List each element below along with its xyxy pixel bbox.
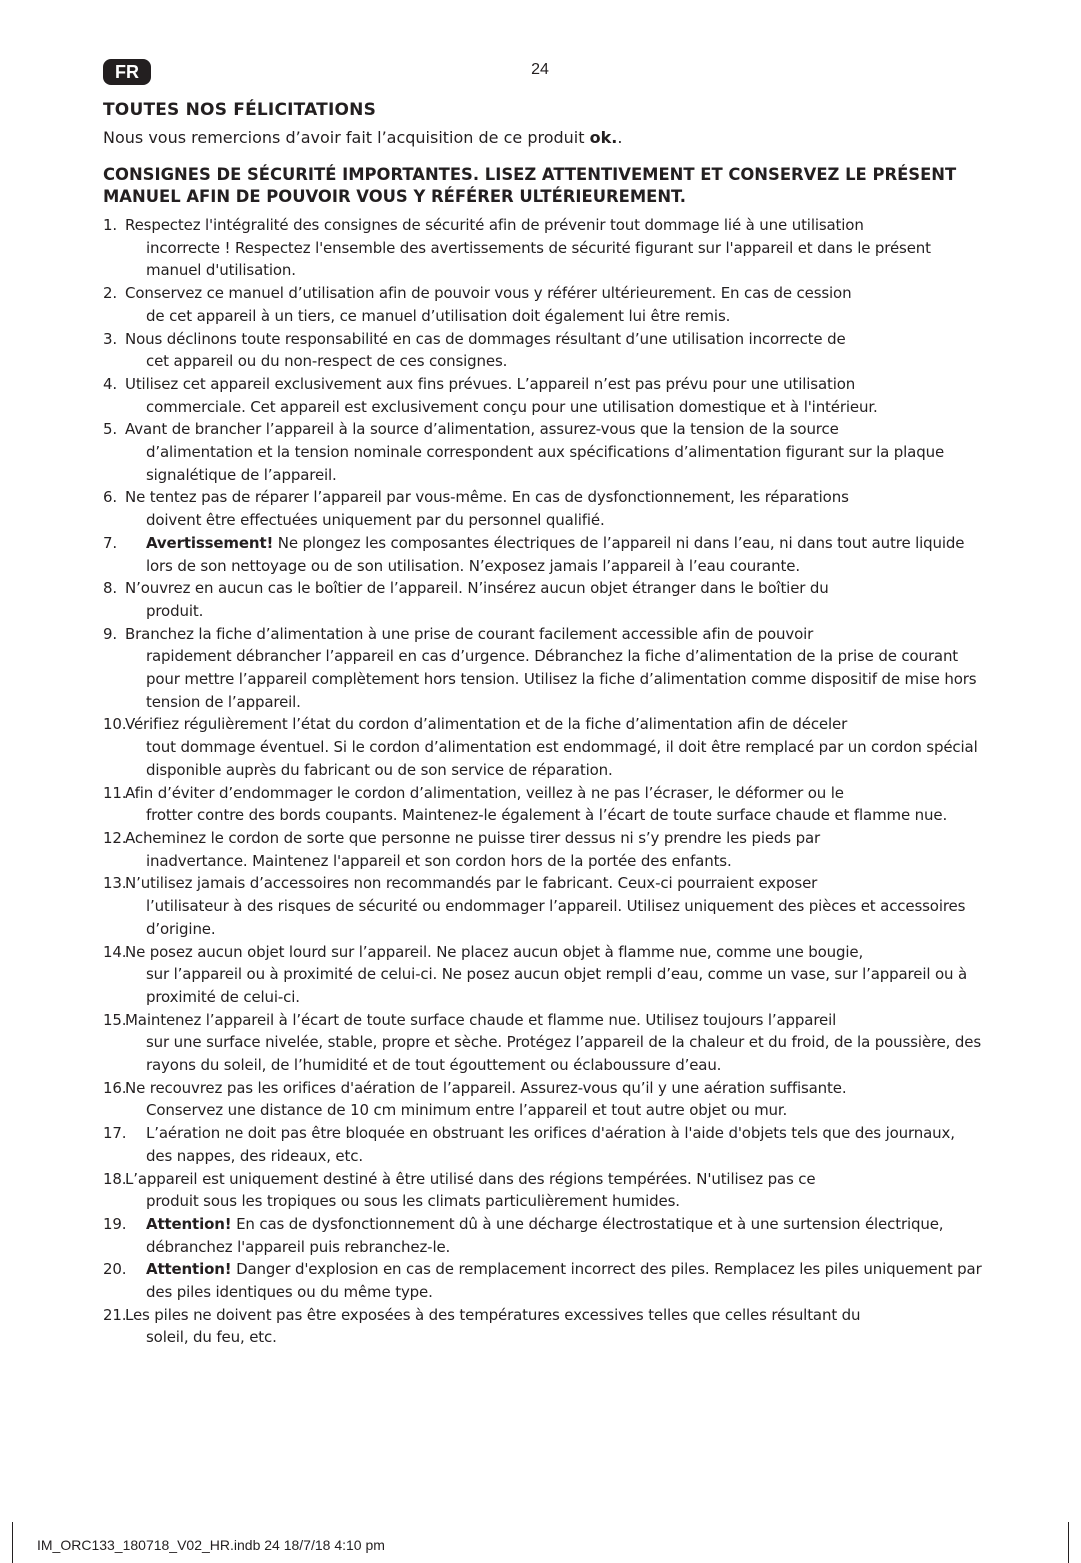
safety-instructions-list bbox=[103, 214, 983, 1349]
item-text-continuation: sur une surface nivelée, stable, propre et sèche. Protégez l’appareil de la chaleur et du froid, de la poussière, des rayons du soleil, de l’humidité et de tout égouttement ou éclaboussure d’eau. bbox=[146, 1033, 982, 1075]
safety-item bbox=[103, 1304, 983, 1349]
safety-item bbox=[103, 872, 983, 940]
item-number: 1. bbox=[103, 216, 118, 234]
safety-item bbox=[103, 373, 983, 418]
safety-item bbox=[103, 1122, 983, 1167]
item-text-continuation: inadvertance. Maintenez l'appareil et son cordon hors de la portée des enfants. bbox=[146, 851, 732, 870]
safety-item bbox=[103, 532, 983, 577]
safety-item bbox=[103, 214, 983, 282]
item-text-first-line: Ne recouvrez pas les orifices d'aération de l’appareil. Assurez-vous qu’il y une aération suffisante. bbox=[125, 1078, 847, 1097]
brand-name: ok. bbox=[589, 128, 618, 147]
safety-item bbox=[103, 577, 983, 622]
item-text-first-line: L’appareil est uniquement destiné à être utilisé dans des régions tempérées. N'utilisez pas ce bbox=[125, 1169, 816, 1188]
item-text-continuation: produit. bbox=[146, 601, 204, 620]
safety-item bbox=[103, 623, 983, 714]
item-text: L’aération ne doit pas être bloquée en obstruant les orifices d'aération à l'aide d'objets tels que des journaux, des nappes, des rideaux, etc. bbox=[146, 1124, 955, 1165]
document-body bbox=[103, 96, 983, 1349]
item-text-first-line: Utilisez cet appareil exclusivement aux fins prévues. L’appareil n’est pas prévu pour une utilisation bbox=[125, 374, 856, 393]
item-text-continuation: Conservez une distance de 10 cm minimum entre l’appareil et tout autre objet ou mur. bbox=[146, 1101, 788, 1120]
crop-mark-left bbox=[12, 1522, 13, 1563]
item-text-continuation: d’alimentation et la tension nominale correspondent aux spécifications d’alimentation figurant sur la plaque signalétique de l’appareil. bbox=[146, 443, 945, 484]
item-text-continuation: soleil, du feu, etc. bbox=[146, 1328, 277, 1347]
safety-item bbox=[103, 941, 983, 1009]
item-text-first-line: Les piles ne doivent pas être exposées à des températures excessives telles que celles résultant du bbox=[125, 1305, 861, 1324]
item-number: 18. bbox=[103, 1169, 127, 1188]
item-number: 16. bbox=[103, 1078, 127, 1097]
item-warning-label: Attention! bbox=[146, 1260, 232, 1279]
item-number: 21. bbox=[103, 1305, 127, 1324]
item-number: 20. bbox=[103, 1260, 127, 1279]
safety-item bbox=[103, 486, 983, 531]
language-badge: FR bbox=[103, 59, 151, 85]
item-number: 4. bbox=[103, 374, 118, 393]
item-text: Ne plongez les composantes électriques de l’appareil ni dans l’eau, ni dans tout autre liquide lors de son nettoyage ou de son utilisation. N’exposez jamais l’appareil à l’eau courante. bbox=[146, 533, 965, 575]
item-number: 3. bbox=[103, 329, 118, 348]
item-text-first-line: Ne tentez pas de réparer l’appareil par vous-même. En cas de dysfonctionnement, les réparations bbox=[125, 488, 849, 507]
item-text-continuation: incorrecte ! Respectez l'ensemble des avertissements de sécurité figurant sur l'appareil et dans le présent manuel d'utilisation. bbox=[146, 238, 931, 280]
item-text-first-line: Vérifiez régulièrement l’état du cordon d’alimentation et de la fiche d’alimentation afin de déceler bbox=[125, 715, 848, 734]
congratulations-heading: TOUTES NOS FÉLICITATIONS bbox=[103, 100, 377, 120]
item-text-continuation: frotter contre des bords coupants. Maintenez-le également à l’écart de toute surface chaude et flamme nue. bbox=[146, 806, 948, 825]
item-number: 19. bbox=[103, 1214, 127, 1233]
item-number: 8. bbox=[103, 579, 118, 598]
item-number: 11. bbox=[103, 783, 127, 802]
item-text: Danger d'explosion en cas de remplacement incorrect des piles. Remplacez les piles uniquement par des piles identiques ou du même type. bbox=[146, 1260, 982, 1302]
item-number: 7. bbox=[103, 533, 118, 552]
item-number: 10. bbox=[103, 715, 127, 734]
item-text-continuation: tout dommage éventuel. Si le cordon d’alimentation est endommagé, il doit être remplacé par un cordon spécial disponible auprès du fabricant ou de son service de réparation. bbox=[146, 738, 978, 779]
item-text-first-line: N’ouvrez en aucun cas le boîtier de l’appareil. N’insérez aucun objet étranger dans le boîtier du bbox=[125, 579, 829, 598]
intro-paragraph bbox=[103, 126, 983, 150]
item-text-continuation: de cet appareil à un tiers, ce manuel d’utilisation doit également lui être remis. bbox=[146, 306, 731, 325]
item-text-continuation: produit sous les tropiques ou sous les climats particulièrement humides. bbox=[146, 1192, 680, 1211]
item-text-continuation: l’utilisateur à des risques de sécurité ou endommager l’appareil. Utilisez uniquement des pièces et accessoires d’origine. bbox=[146, 897, 966, 938]
item-number: 13. bbox=[103, 874, 127, 893]
item-number: 9. bbox=[103, 624, 118, 643]
item-number: 17. bbox=[103, 1124, 127, 1143]
item-number: 12. bbox=[103, 828, 127, 847]
item-text-first-line: Afin d’éviter d’endommager le cordon d’alimentation, veillez à ne pas l’écraser, le déformer ou le bbox=[125, 783, 844, 802]
item-text-first-line: Ne posez aucun objet lourd sur l’appareil. Ne placez aucun objet à flamme nue, comme une bougie, bbox=[125, 942, 864, 961]
item-text-first-line: Conservez ce manuel d’utilisation afin de pouvoir vous y référer ultérieurement. En cas de cession bbox=[125, 284, 852, 303]
item-warning-label: Attention! bbox=[146, 1214, 232, 1233]
intro-end: . bbox=[617, 128, 623, 147]
item-text-first-line: Acheminez le cordon de sorte que personne ne puisse tirer dessus ni s’y prendre les pieds par bbox=[125, 828, 820, 847]
item-text-continuation: rapidement débrancher l’appareil en cas d’urgence. Débranchez la fiche d’alimentation de la prise de courant pour mettre l’appareil complètement hors tension. Utilisez la fiche d’alimentation comme dispositif de mise hors tension de l’appareil. bbox=[146, 647, 977, 711]
safety-item bbox=[103, 328, 983, 373]
print-slug: IM_ORC133_180718_V02_HR.indb 24 18/7/18 4:10 pm bbox=[37, 1537, 385, 1553]
item-text-first-line: Respectez l'intégralité des consignes de sécurité afin de prévenir tout dommage lié à une utilisation bbox=[125, 216, 864, 234]
item-text-first-line: Avant de brancher l’appareil à la source d’alimentation, assurez-vous que la tension de la source bbox=[125, 420, 839, 439]
item-text-continuation: sur l’appareil ou à proximité de celui-ci. Ne posez aucun objet rempli d’eau, comme un vase, sur l’appareil ou à proximité de celui-ci. bbox=[146, 965, 968, 1006]
safety-heading: CONSIGNES DE SÉCURITÉ IMPORTANTES. LISEZ ATTENTIVEMENT ET CONSERVEZ LE PRÉSENT MANUEL AFIN DE POUVOIR VOUS Y RÉFÉRER ULTÉRIEUREMENT. bbox=[103, 165, 957, 206]
safety-item bbox=[103, 782, 983, 827]
crop-mark-right bbox=[1068, 1522, 1069, 1563]
item-text-first-line: Branchez la fiche d’alimentation à une prise de courant facilement accessible afin de pouvoir bbox=[125, 624, 814, 643]
safety-item bbox=[103, 1258, 983, 1303]
safety-item bbox=[103, 1009, 983, 1077]
safety-item bbox=[103, 1077, 983, 1122]
intro-text: Nous vous remercions d’avoir fait l’acquisition de ce produit bbox=[103, 128, 590, 147]
safety-item bbox=[103, 827, 983, 872]
item-number: 2. bbox=[103, 284, 118, 303]
item-text-first-line: N’utilisez jamais d’accessoires non recommandés par le fabricant. Ceux-ci pourraient exposer bbox=[125, 874, 818, 893]
safety-item bbox=[103, 1168, 983, 1213]
page-number: 24 bbox=[531, 61, 549, 78]
safety-item bbox=[103, 1213, 983, 1258]
item-text-continuation: cet appareil ou du non-respect de ces consignes. bbox=[146, 352, 508, 371]
item-warning-label: Avertissement! bbox=[146, 533, 274, 552]
item-text-first-line: Nous déclinons toute responsabilité en cas de dommages résultant d’une utilisation incorrecte de bbox=[125, 329, 846, 348]
safety-item bbox=[103, 713, 983, 781]
safety-item bbox=[103, 282, 983, 327]
item-number: 15. bbox=[103, 1010, 127, 1029]
item-text-continuation: doivent être effectuées uniquement par du personnel qualifié. bbox=[146, 511, 605, 530]
item-text: En cas de dysfonctionnement dû à une décharge électrostatique et à une surtension électrique, débranchez l'appareil puis rebranchez-le. bbox=[146, 1214, 944, 1256]
item-text-continuation: commerciale. Cet appareil est exclusivement conçu pour une utilisation domestique et à l'intérieur. bbox=[146, 397, 878, 416]
item-number: 14. bbox=[103, 942, 127, 961]
safety-item bbox=[103, 418, 983, 486]
item-text-first-line: Maintenez l’appareil à l’écart de toute surface chaude et flamme nue. Utilisez toujours l’appareil bbox=[125, 1010, 837, 1029]
item-number: 5. bbox=[103, 420, 118, 439]
item-number: 6. bbox=[103, 488, 118, 507]
